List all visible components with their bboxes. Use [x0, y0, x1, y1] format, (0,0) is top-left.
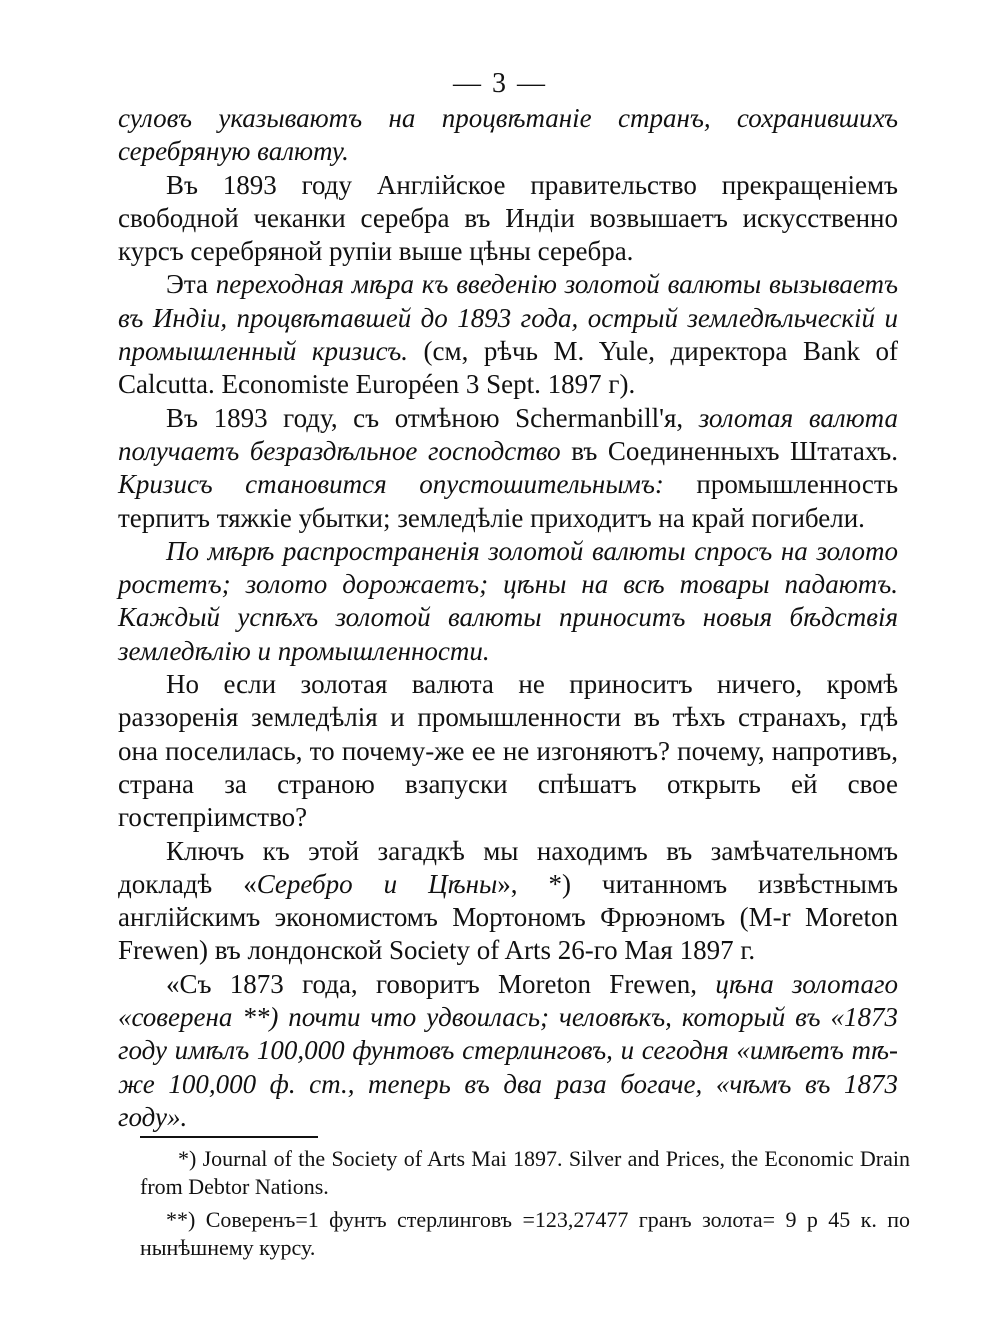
- body-text: [118, 102, 898, 1134]
- roman-text: Эта: [166, 269, 216, 300]
- roman-text: Въ 1893 году, съ отмѣною Schermanbill'я,: [166, 402, 699, 433]
- paragraph: [118, 835, 898, 968]
- footnote: *) Journal of the Society of Arts Mai 1897. Silver and Prices, the Economic Drain from Debtor Nations.: [140, 1146, 910, 1199]
- roman-text: промышленность терпитъ тяжкіе убытки; земледѣліе приходитъ на край погибели.: [118, 469, 899, 533]
- italic-text: Кризисъ становится опустошительнымъ:: [118, 469, 664, 500]
- footnote-divider: [140, 1136, 318, 1138]
- paragraph: [118, 268, 898, 401]
- roman-text: (см, рѣчь M. Yule, директора Bank of Calcutta. Economiste Européen 3 Sept. 1897 г).: [118, 336, 898, 400]
- italic-text: золотая валюта получаетъ безраздѣльное господство: [118, 402, 898, 466]
- roman-text: «Съ 1873 года, говоритъ Moreton Frewen,: [166, 968, 716, 999]
- italic-text: Серебро и Цѣны: [256, 868, 498, 899]
- paragraph: [118, 402, 898, 535]
- paragraph: [118, 668, 898, 834]
- paragraph: [118, 968, 898, 1134]
- footnote: **) Соверенъ=1 фунтъ стерлинговъ =123,27477 гранъ золота= 9 р 45 к. по нынѣшнему курсу.: [140, 1207, 910, 1260]
- footnotes: [140, 1145, 910, 1267]
- roman-text: », *) читанномъ извѣстнымъ англійскимъ экономистомъ Мортономъ Фрюэномъ (M-r Moreton Frewen) въ лондонской Society of Arts 26-го Мая 1897 г.: [118, 868, 898, 966]
- italic-text: По мѣрѣ распространенія золотой валюты спросъ на золото ростетъ; золото дорожаетъ; цѣны на всѣ товары падаютъ. Каждый успѣхъ золотой валюты приноситъ новыя бѣдствія земледѣлію и промышленности.: [118, 535, 898, 666]
- roman-text: Въ 1893 году Англійское правительство прекращеніемъ свободной чеканки серебра въ Индіи возвышаетъ искусственно курсъ серебряной рупіи выше цѣны серебра.: [118, 169, 898, 267]
- italic-text: переходная мѣра къ введенію золотой валюты вызываетъ въ Индіи, процвѣтавшей до 1893 года, острый земледѣльческій и промышленный кризисъ.: [118, 269, 899, 367]
- paragraph: [118, 102, 898, 169]
- paragraph: [118, 535, 898, 668]
- page-number: — 3 —: [453, 68, 547, 99]
- roman-text: Ключъ къ этой загадкѣ мы находимъ въ замѣчательномъ докладѣ «: [118, 835, 898, 899]
- paragraph: [118, 169, 898, 269]
- roman-text: Но если золотая валюта не приноситъ ничего, кромѣ раззоренія земледѣлія и промышленности въ тѣхъ странахъ, гдѣ она поселилась, то почему-же ее не изгоняютъ? почему, напротивъ, страна за страною взапуски спѣшатъ открыть ей свое гостепріимство?: [118, 669, 898, 833]
- italic-text: суловъ указываютъ на процвѣтаніе странъ, сохранившихъ серебряную валюту.: [118, 103, 898, 167]
- italic-text: цѣна золотаго «соверена **) почти что удвоилась; человѣкъ, который въ «1873 году имѣлъ 100,000 фунтовъ стерлинговъ, и сегодня «имѣетъ тѣ-же 100,000 ф. ст., теперь въ два раза богаче, «чѣмъ въ 1873 году».: [118, 968, 898, 1132]
- roman-text: въ Соединенныхъ Штатахъ.: [560, 435, 898, 466]
